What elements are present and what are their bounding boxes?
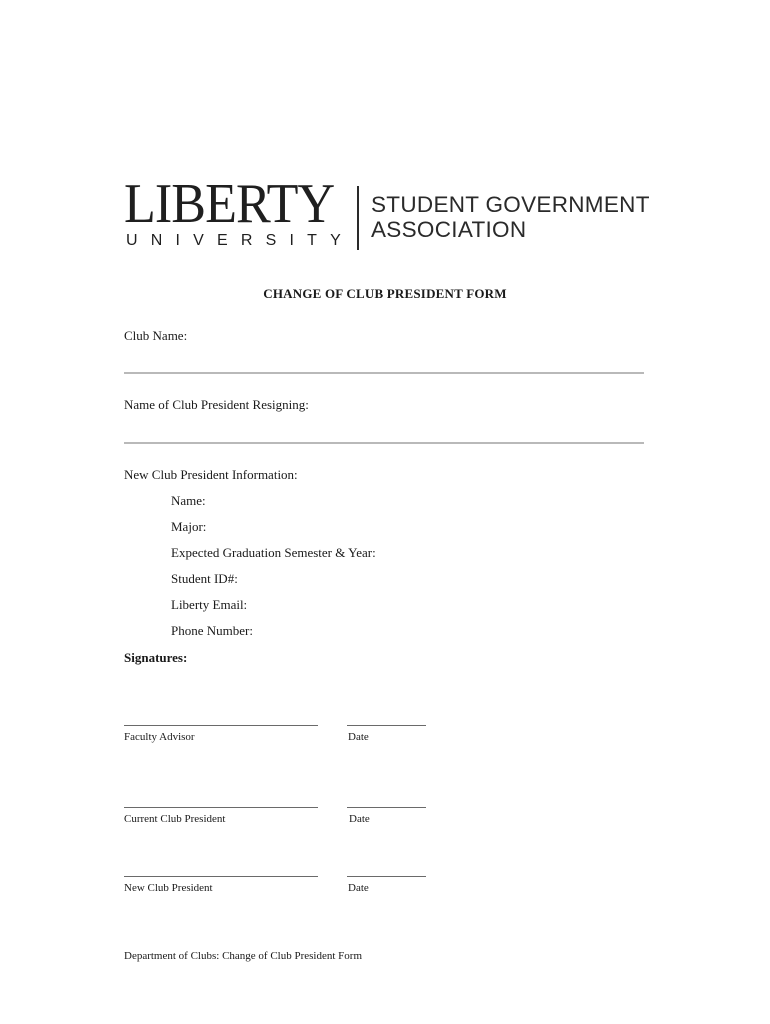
logo-org-line1: STUDENT GOVERNMENT <box>371 192 650 217</box>
club-name-line[interactable] <box>124 372 644 374</box>
form-title: CHANGE OF CLUB PRESIDENT FORM <box>263 286 507 301</box>
signatures-heading: Signatures: <box>124 650 188 665</box>
current-president-label: Current Club President <box>124 813 226 825</box>
club-name-label: Club Name: <box>124 328 188 343</box>
new-president-signature-line[interactable] <box>124 876 318 877</box>
logo-org-line2: ASSOCIATION <box>371 217 527 242</box>
resigning-president-line[interactable] <box>124 442 644 444</box>
new-president-date-label: Date <box>348 882 369 894</box>
logo-subtitle: UNIVERSITY <box>126 232 355 249</box>
new-president-date-line[interactable] <box>347 876 426 877</box>
new-president-info-label: New Club President Information: <box>124 467 298 482</box>
faculty-advisor-date-label: Date <box>348 731 369 743</box>
resigning-president-label: Name of Club President Resigning: <box>124 397 309 412</box>
current-president-date-label: Date <box>349 813 370 825</box>
current-president-date-line[interactable] <box>347 807 426 808</box>
logo-organization <box>371 192 650 242</box>
liberty-email-field[interactable]: Liberty Email: <box>171 597 248 612</box>
logo-divider <box>357 186 359 250</box>
phone-number-field[interactable]: Phone Number: <box>171 623 253 638</box>
faculty-advisor-signature-line[interactable] <box>124 725 318 726</box>
graduation-field[interactable]: Expected Graduation Semester & Year: <box>171 545 376 560</box>
logo-wordmark: LIBERTY <box>124 173 335 235</box>
new-president-major-field[interactable]: Major: <box>171 519 207 534</box>
page-footer: Department of Clubs: Change of Club President Form <box>124 950 362 962</box>
student-id-field[interactable]: Student ID#: <box>171 571 238 586</box>
faculty-advisor-label: Faculty Advisor <box>124 731 195 743</box>
faculty-advisor-date-line[interactable] <box>347 725 426 726</box>
new-president-name-field[interactable]: Name: <box>171 493 206 508</box>
new-president-label: New Club President <box>124 882 213 894</box>
current-president-signature-line[interactable] <box>124 807 318 808</box>
